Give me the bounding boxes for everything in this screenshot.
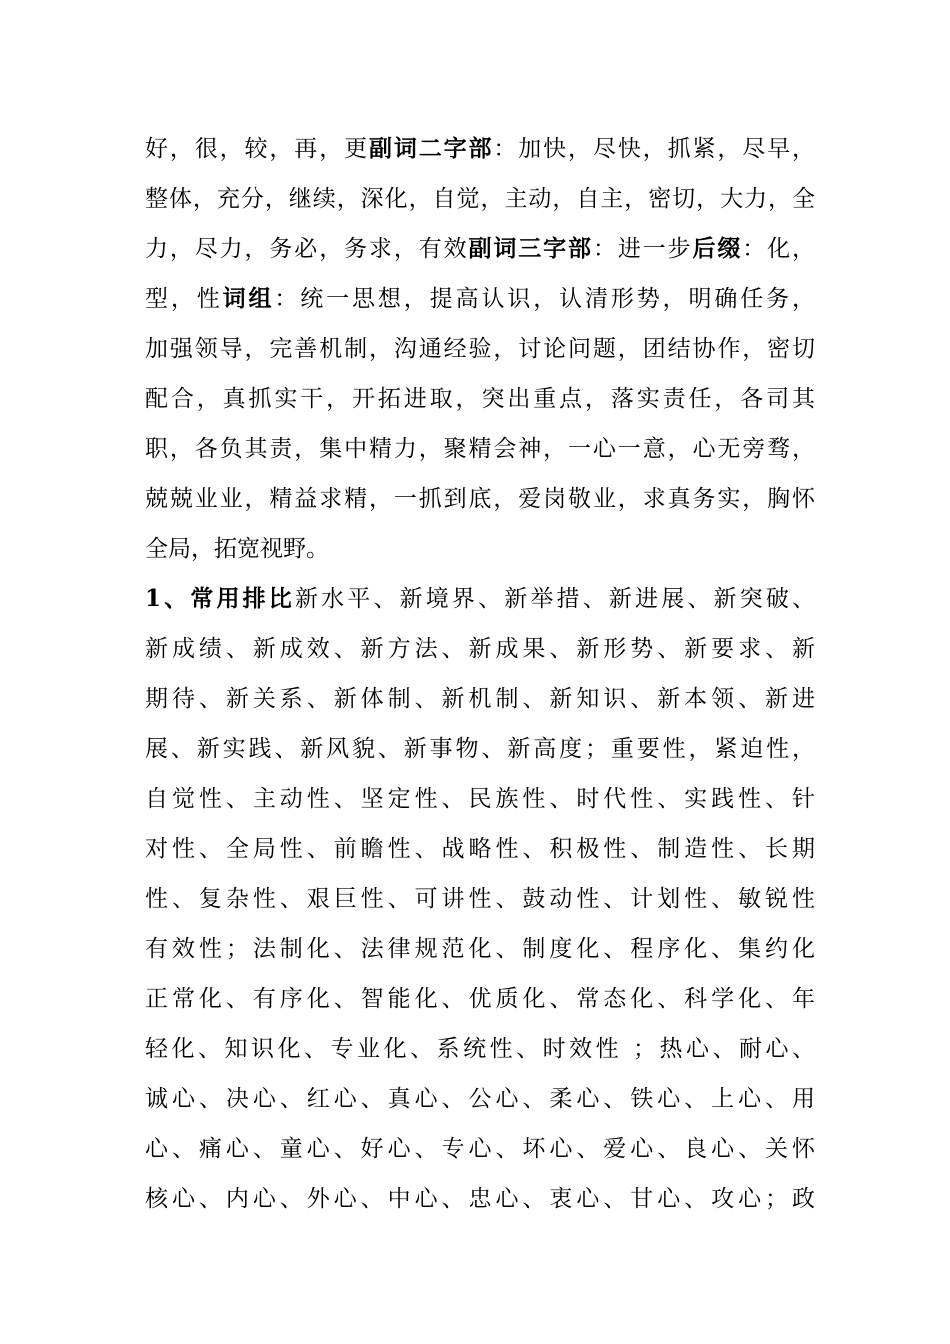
text-line [145, 424, 815, 474]
body-text: 展、新实践、新风貌、新事物、新高度；重要性，紧迫性， [145, 736, 815, 762]
body-text: 性、复杂性、艰巨性、可讲性、鼓动性、计划性、敏锐性 [145, 886, 815, 912]
document-page [145, 124, 815, 1224]
body-text: 期待、新关系、新体制、新机制、新知识、新本领、新进 [145, 686, 815, 712]
text-line [145, 1074, 815, 1124]
body-text: 新水平、新境界、新举措、新进展、新突破、 [294, 586, 815, 612]
body-text: 加强领导，完善机制，沟通经验，讨论问题，团结协作，密切 [145, 336, 815, 362]
body-text: ：加快，尽快，抓紧，尽早， [493, 136, 816, 162]
body-text: 自觉性、主动性、坚定性、民族性、时代性、实践性、针 [145, 786, 815, 812]
body-text: 正常化、有序化、智能化、优质化、常态化、科学化、年 [145, 986, 815, 1012]
body-text: 对性、全局性、前瞻性、战略性、积极性、制造性、长期 [145, 836, 815, 862]
text-line [145, 174, 815, 224]
bold-heading-text: 后缀 [692, 235, 743, 262]
body-text: ：进一步 [592, 236, 693, 262]
body-text: 职，各负其责，集中精力，聚精会神，一心一意，心无旁骛， [145, 436, 815, 462]
text-line [145, 1174, 815, 1224]
text-line [145, 524, 815, 574]
text-line [145, 1024, 815, 1074]
bold-heading-text: 1、常用排比 [145, 585, 295, 612]
body-text: 好，很，较，再，更 [145, 136, 369, 162]
body-text: 新成绩、新成效、新方法、新成果、新形势、新要求、新 [145, 636, 815, 662]
body-text: 整体，充分，继续，深化，自觉，主动，自主，密切，大力，全 [145, 186, 815, 212]
bold-heading-text: 词组 [222, 285, 275, 312]
bold-heading-text: 副词三字部 [468, 235, 593, 262]
body-text: 兢兢业业，精益求精，一抓到底，爱岗敬业，求真务实，胸怀 [145, 486, 815, 512]
text-line [145, 624, 815, 674]
body-text: 核心、内心、外心、中心、忠心、衷心、甘心、攻心；政 [145, 1186, 815, 1212]
text-line [145, 724, 815, 774]
body-text: 诚心、决心、红心、真心、公心、柔心、铁心、上心、用 [145, 1086, 815, 1112]
body-text: ：化， [742, 236, 816, 262]
body-text: 全局，拓宽视野。 [145, 536, 329, 562]
text-line [145, 124, 815, 174]
text-line [145, 674, 815, 724]
text-line [145, 1124, 815, 1174]
body-text: 心、痛心、童心、好心、专心、坏心、爱心、良心、关怀 [145, 1136, 815, 1162]
body-text: 型，性 [145, 286, 223, 312]
body-text: 配合，真抓实干，开拓进取，突出重点，落实责任，各司其 [145, 386, 815, 412]
body-text: 力，尽力，务必，务求，有效 [145, 236, 469, 262]
text-line [145, 574, 815, 624]
text-line [145, 474, 815, 524]
text-line [145, 824, 815, 874]
body-text: 有效性；法制化、法律规范化、制度化、程序化、集约化 [145, 936, 815, 962]
body-text: 轻化、知识化、专业化、系统性、时效性 ；热心、耐心、 [145, 1036, 815, 1062]
text-line [145, 324, 815, 374]
text-line [145, 224, 815, 274]
text-line [145, 924, 815, 974]
bold-heading-text: 副词二字部 [368, 135, 494, 162]
body-text: ：统一思想，提高认识，认清形势，明确任务， [274, 286, 816, 312]
text-line [145, 874, 815, 924]
text-line [145, 974, 815, 1024]
text-line [145, 374, 815, 424]
text-line [145, 274, 815, 324]
text-line [145, 774, 815, 824]
